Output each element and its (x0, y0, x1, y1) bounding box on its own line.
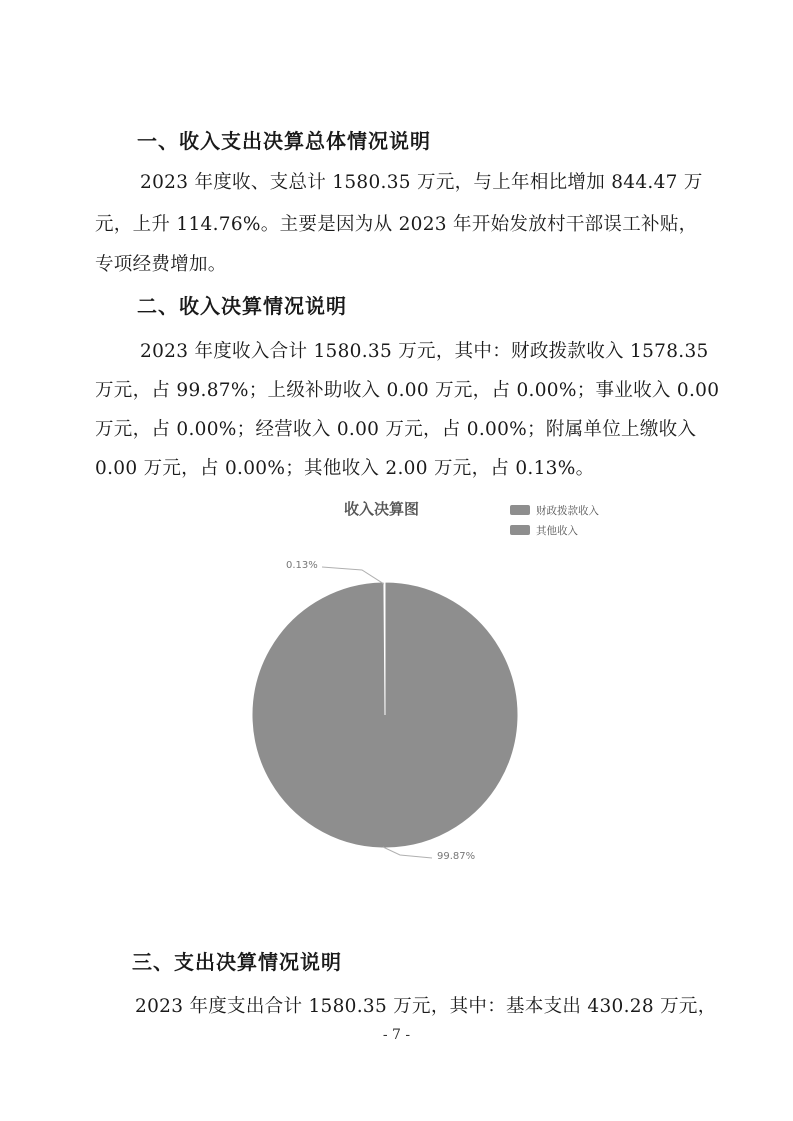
pie-slice-fiscal (252, 582, 518, 848)
section3-line-1: 2023 年度支出合计 1580.35 万元，其中：基本支出 430.28 万元， (135, 996, 717, 1017)
pie-label-other: 0.13% (286, 560, 318, 571)
pie-label-fiscal: 99.87% (437, 851, 476, 862)
leader-line-other (322, 567, 384, 584)
section1-line-1: 2023 年度收、支总计 1580.35 万元，与上年相比增加 844.47 万 (140, 172, 703, 193)
section1-heading: 一、收入支出决算总体情况说明 (137, 129, 431, 153)
page-number: - 7 - (382, 1027, 411, 1043)
section1-line-2: 元，上升 114.76%。主要是因为从 2023 年开始发放村干部误工补贴， (95, 214, 698, 235)
section2-line-2: 万元，占 99.87%；上级补助收入 0.00 万元，占 0.00%；事业收入 0.00 (95, 380, 720, 401)
leader-line-fiscal (383, 847, 432, 858)
section1-line-3: 专项经费增加。 (95, 254, 227, 275)
chart-title: 收入决算图 (344, 500, 420, 518)
section2-heading: 二、收入决算情况说明 (137, 294, 347, 318)
section2-line-3: 万元，占 0.00%；经营收入 0.00 万元，占 0.00%；附属单位上缴收入 (95, 419, 697, 440)
legend-label: 其他收入 (536, 524, 578, 537)
legend-label: 财政拨款收入 (536, 504, 599, 517)
section2-line-1: 2023 年度收入合计 1580.35 万元，其中：财政拨款收入 1578.35 (140, 341, 709, 362)
section3-heading: 三、支出决算情况说明 (132, 950, 342, 974)
section2-line-4: 0.00 万元，占 0.00%；其他收入 2.00 万元，占 0.13%。 (95, 458, 595, 479)
